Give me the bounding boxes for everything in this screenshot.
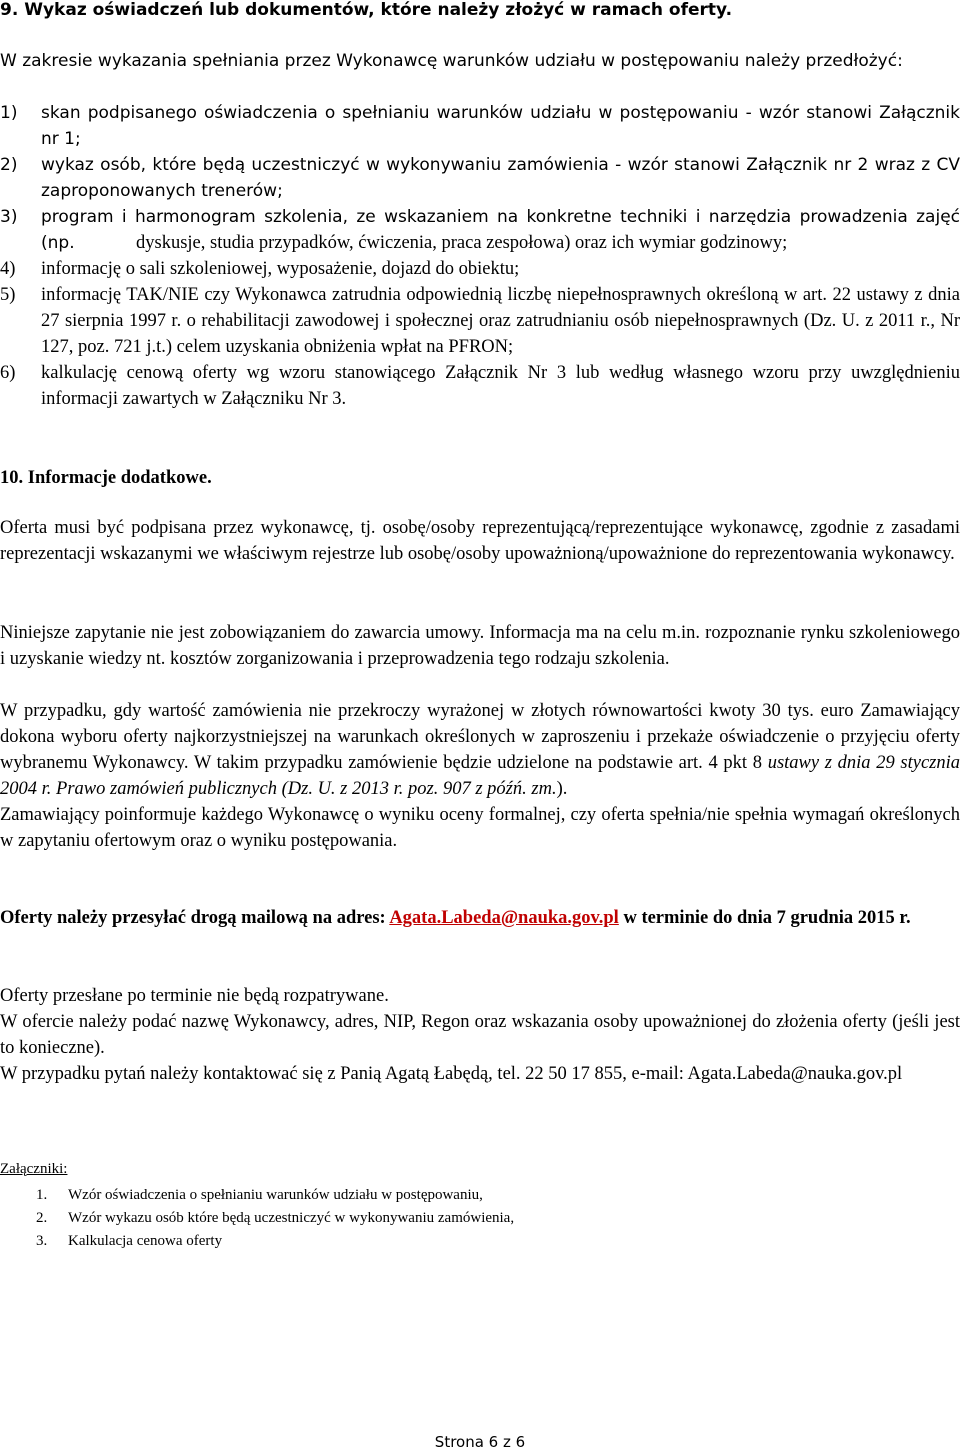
- list-item-text: wykaz osób, które będą uczestniczyć w wykonywaniu zamówienia - wzór stanowi Załącznik nr 2 wraz z CV zaproponowanych trenerów;: [41, 155, 960, 201]
- list-item-text: kalkulację cenową oferty wg wzoru stanowiącego Załącznik Nr 3 lub według własnego wzoru przy uwzględnieniu informacji zawartych w Załączniku Nr 3.: [41, 363, 960, 409]
- notification-paragraph: Zamawiający poinformuje każdego Wykonawcę o wyniku oceny formalnej, czy oferta spełnia/nie spełnia wymagań określonych w zapytaniu ofertowym oraz o wyniku postępowania.: [0, 805, 960, 851]
- page-number-footer: Strona 6 z 6: [434, 1433, 526, 1451]
- section-9-heading: 9. Wykaz oświadczeń lub dokumentów, które należy złożyć w ramach oferty.: [0, 0, 733, 20]
- representation-paragraph: Oferta musi być podpisana przez wykonawcę, tj. osobę/osoby reprezentującą/reprezentujące wykonawcę, zgodnie z zasadami reprezentacji wskazanymi we właściwym rejestrze lub osobę/osoby upoważnioną/upoważnione do reprezentowania wykonawcy.: [0, 518, 960, 564]
- contact-paragraph: W przypadku pytań należy kontaktować się z Panią Agatą Łabędą, tel. 22 50 17 855, e-mail: Agata.Labeda@nauka.gov.pl: [0, 1064, 903, 1084]
- list-item-number: 3): [0, 207, 18, 227]
- requirements-list-b: [0, 256, 960, 412]
- deadline-date-text: w terminie do dnia 7 grudnia 2015 r.: [618, 908, 911, 928]
- attachments-section: [0, 1158, 960, 1253]
- list-item-text: program i harmonogram szkolenia, ze wskazaniem na konkretne techniki i narzędzia prowadzenia zajęć (np.: [41, 207, 960, 253]
- list-item-continuation: [0, 230, 960, 256]
- list-item: [0, 152, 960, 204]
- list-item-number: 1): [0, 103, 18, 123]
- section-9-intro: W zakresie wykazania spełniania przez Wykonawcę warunków udziału w postępowaniu należy przedłożyć:: [0, 51, 903, 71]
- attachment-item: [0, 1184, 960, 1207]
- attachment-item: [0, 1207, 960, 1230]
- procedure-text-end: ).: [556, 779, 568, 799]
- list-item: [0, 100, 960, 152]
- deadline-text: Oferty należy przesyłać drogą mailową na adres:: [0, 908, 390, 928]
- attachment-number: 1.: [36, 1187, 48, 1203]
- late-offers-paragraph: Oferty przesłane po terminie nie będą rozpatrywane.: [0, 986, 389, 1006]
- attachment-item: [0, 1230, 960, 1253]
- attachment-number: 2.: [36, 1210, 48, 1226]
- list-item-text: informację TAK/NIE czy Wykonawca zatrudnia odpowiednią liczbę niepełnosprawnych określoną w art. 22 ustawy z dnia 27 sierpnia 1997 r. o rehabilitacji zawodowej i społecznej oraz zatrudnianiu osób niepełnosprawnych (Dz. U. z 2011 r., Nr 127, poz. 721 j.t.) celem uzyskania obniżenia wpłat na PFRON;: [41, 285, 960, 357]
- list-item-number: 5): [0, 285, 16, 305]
- contact-block: [0, 983, 960, 1087]
- list-item-text: informację o sali szkoleniowej, wyposażenie, dojazd do obiektu;: [41, 259, 520, 279]
- list-item: [0, 256, 960, 282]
- section-10-heading: 10. Informacje dodatkowe.: [0, 468, 212, 488]
- list-item: [0, 360, 960, 412]
- procedure-paragraph: [0, 698, 960, 802]
- list-item-text: skan podpisanego oświadczenia o spełnianiu warunków udziału w postępowaniu - wzór stanowi Załącznik nr 1;: [41, 103, 960, 149]
- procedure-text: W przypadku, gdy wartość zamówienia nie przekroczy wyrażonej w złotych równowartości kwoty 30 tys. euro Zamawiający dokona wyboru oferty najkorzystniejszej na warunkach określonych w zaproszeniu i przekaże oświadczenie o przyjęciu oferty wybranemu Wykonawcy. W takim przypadku zamówienie będzie udzielone na podstawie art. 4 pkt 8: [0, 701, 960, 773]
- list-item-text-continued: dyskusje, studia przypadków, ćwiczenia, praca zespołowa) oraz ich wymiar godzinowy;: [136, 233, 788, 253]
- attachment-number: 3.: [36, 1233, 48, 1249]
- list-item-number: 2): [0, 155, 18, 175]
- email-link[interactable]: Agata.Labeda@nauka.gov.pl: [389, 908, 619, 928]
- attachments-label: Załączniki:: [0, 1161, 68, 1177]
- attachments-list: [0, 1184, 960, 1253]
- deadline-paragraph: [0, 905, 960, 931]
- list-item-number: 4): [0, 259, 16, 279]
- procedure-law-reference: ustawy z dnia 29 stycznia 2004 r. Prawo zamówień publicznych (Dz. U. z 2013 r. poz. 907 z późń. zm.: [0, 753, 960, 799]
- attachment-text: Wzór wykazu osób które będą uczestniczyć w wykonywaniu zamówienia,: [68, 1210, 515, 1226]
- list-item: [0, 282, 960, 360]
- list-item-number: 6): [0, 363, 16, 383]
- disclaimer-paragraph: Niniejsze zapytanie nie jest zobowiązaniem do zawarcia umowy. Informacja ma na celu m.in. rozpoznanie rynku szkoleniowego i uzyskanie wiedzy nt. kosztów zorganizowania i przeprowadzenia tego rodzaju szkolenia.: [0, 623, 960, 669]
- attachment-text: Kalkulacja cenowa oferty: [68, 1233, 223, 1249]
- procedure-block: [0, 698, 960, 854]
- attachment-text: Wzór oświadczenia o spełnianiu warunków udziału w postępowaniu,: [68, 1187, 483, 1203]
- offer-contents-paragraph: W ofercie należy podać nazwę Wykonawcy, adres, NIP, Regon oraz wskazania osoby upoważnionej do złożenia oferty (jeśli jest to konieczne).: [0, 1012, 960, 1058]
